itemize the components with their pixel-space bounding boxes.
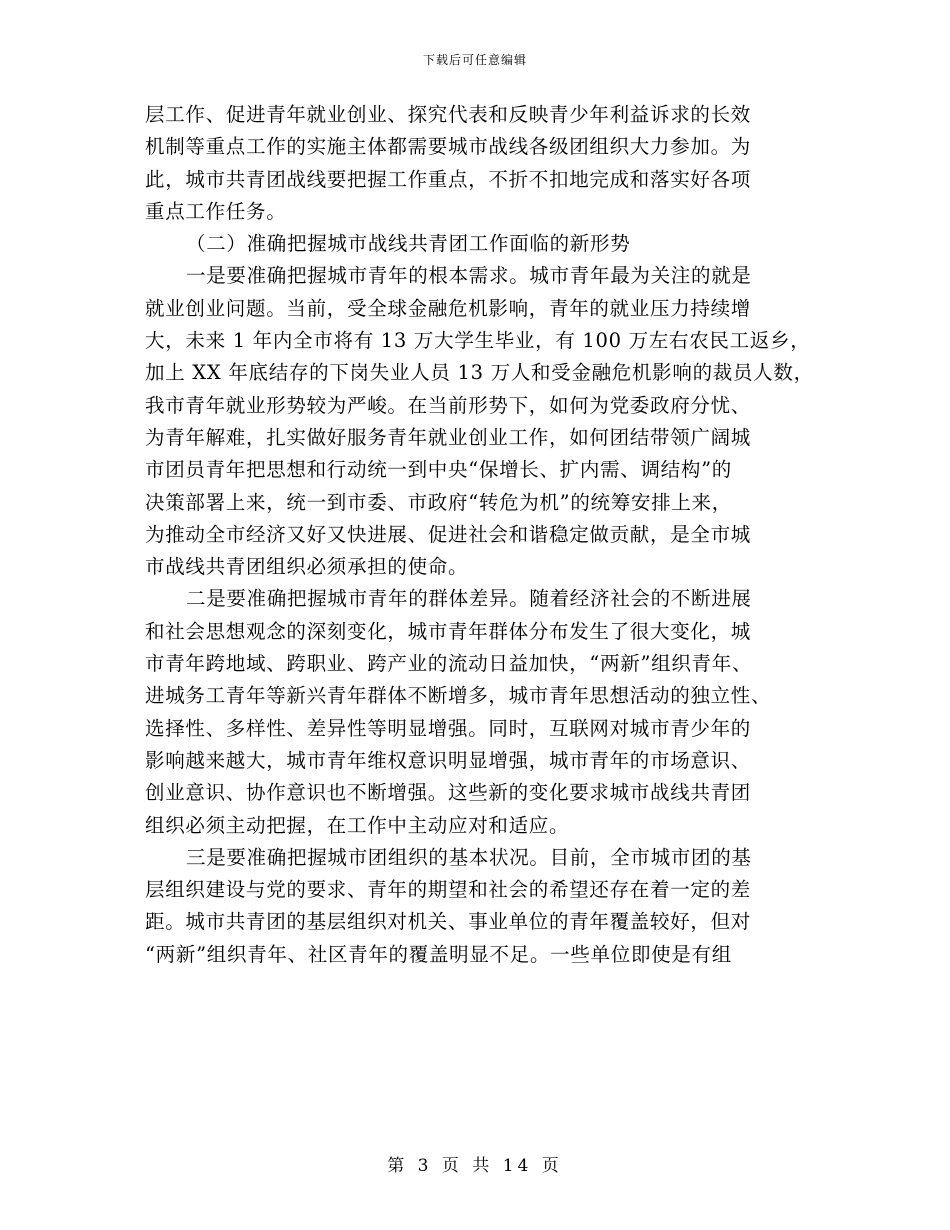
text-line: 层组织建设与党的要求、青年的期望和社会的希望还存在着一定的差: [145, 878, 752, 902]
page-header: 下载后可任意编辑: [422, 53, 527, 67]
paragraph: [145, 260, 835, 583]
text-line: 机制等重点工作的实施主体都需要城市战线各级团组织大力参加。为: [145, 135, 752, 159]
text-line: 此，城市共青团战线要把握工作重点，不折不扣地完成和落实好各项: [145, 167, 752, 191]
text-line: 为青年解难，扎实做好服务青年就业创业工作，如何团结带领广阔城: [145, 425, 752, 449]
text-line: 距。城市共青团的基层组织对机关、事业单位的青年覆盖较好，但对: [145, 910, 752, 934]
paragraph: [145, 99, 835, 228]
text-line: 影响越来越大，城市青年维权意识明显增强，城市青年的市场意识、: [145, 748, 752, 772]
section-heading: [145, 228, 835, 260]
text-line: 市团员青年把思想和行动统一到中央“保增长、扩内需、调结构”的: [145, 458, 732, 482]
text-line: （二）准确把握城市战线共青团工作面临的新形势: [186, 232, 631, 256]
text-line: “两新”组织青年、社区青年的覆盖明显不足。一些单位即使是有组: [145, 942, 732, 966]
text-line: 二是要准确把握城市青年的群体差异。随着经济社会的不断进展: [186, 587, 752, 611]
text-line: 三是要准确把握城市团组织的基本状况。目前，全市城市团的基: [186, 845, 752, 869]
text-line: 市战线共青团组织必须承担的使命。: [145, 555, 469, 579]
text-line: 重点工作任务。: [145, 199, 287, 223]
text-line: 大，未来 1 年内全市将有 13 万大学生毕业，有 100 万左右农民工返乡，: [145, 329, 811, 353]
body-text: [145, 99, 835, 971]
paragraph: [145, 842, 835, 971]
text-line: 选择性、多样性、差异性等明显增强。同时，互联网对城市青少年的: [145, 716, 752, 740]
text-line: 层工作、促进青年就业创业、探究代表和反映青少年利益诉求的长效: [145, 103, 752, 126]
text-line: 决策部署上来，统一到市委、市政府“转危为机”的统筹安排上来，: [145, 490, 732, 514]
paragraph: [145, 583, 835, 841]
text-line: 为推动全市经济又好又快进展、促进社会和谐稳定做贡献，是全市城: [145, 522, 752, 546]
text-line: 我市青年就业形势较为严峻。在当前形势下，如何为党委政府分忧、: [145, 393, 752, 417]
text-line: 市青年跨地域、跨职业、跨产业的流动日益加快，“两新”组织青年、: [145, 652, 753, 676]
page-footer: 第 3 页 共 14 页: [387, 1156, 563, 1176]
text-line: 创业意识、协作意识也不断增强。这些新的变化要求城市战线共青团: [145, 781, 752, 805]
text-line: 加上 XX 年底结存的下岗失业人员 13 万人和受金融危机影响的裁员人数，: [145, 361, 814, 385]
text-line: 一是要准确把握城市青年的根本需求。城市青年最为关注的就是: [186, 264, 752, 288]
text-line: 就业创业问题。当前，受全球金融危机影响，青年的就业压力持续增: [145, 296, 752, 320]
text-line: 进城务工青年等新兴青年群体不断增多，城市青年思想活动的独立性、: [145, 684, 772, 708]
text-line: 和社会思想观念的深刻变化，城市青年群体分布发生了很大变化，城: [145, 619, 752, 643]
text-line: 组织必须主动把握，在工作中主动应对和适应。: [145, 813, 570, 837]
